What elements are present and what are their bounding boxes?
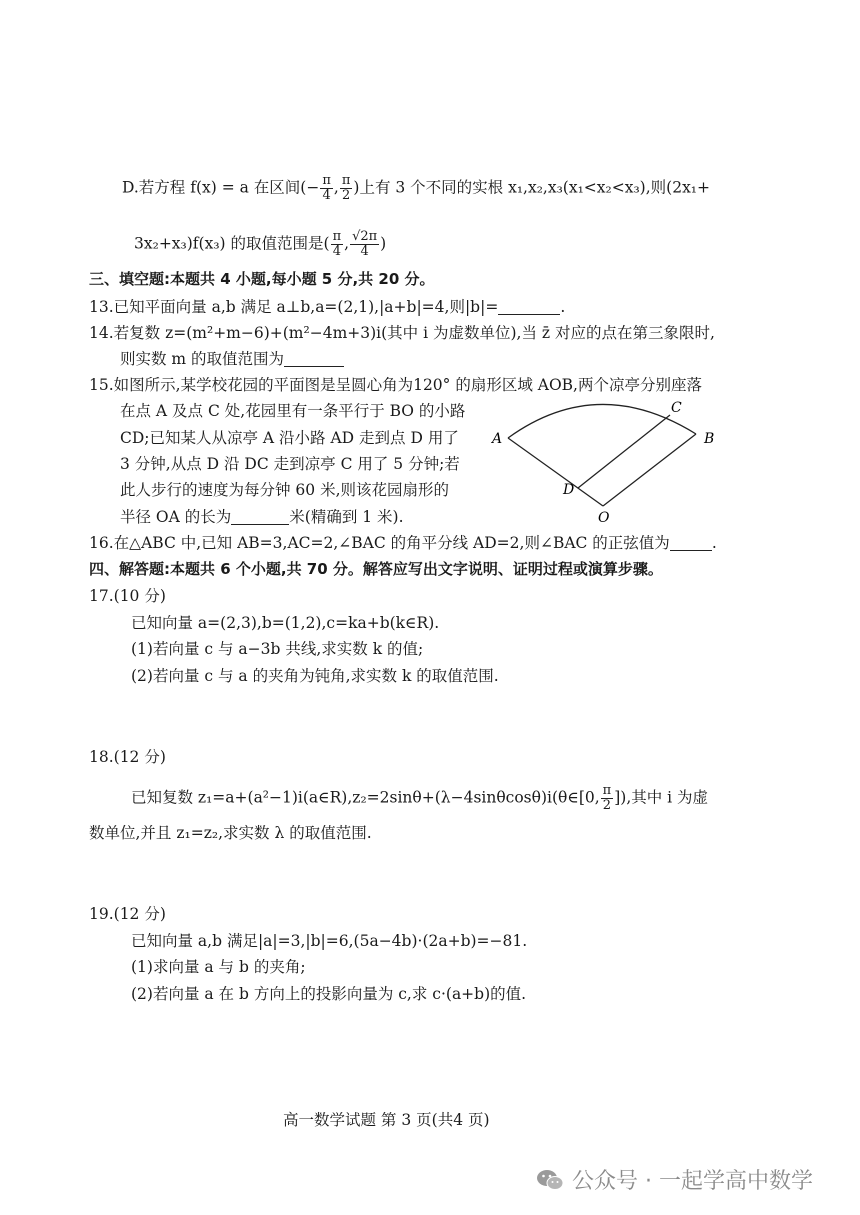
fraction: $\frac{\pi}{4}$ [322, 173, 331, 203]
question-18-line2: 数单位,并且 z₁=z₂,求实数 λ 的取值范围. [89, 824, 372, 842]
fraction: $\frac{\pi}{2}$ [341, 173, 351, 203]
question-13: 13.已知平面向量 a,b 满足 a⊥b,a=(2,1),|a+b|=4,则|b|= . [89, 298, 566, 316]
section-heading-fill-blank: 三、填空题:本题共 4 小题,每小题 5 分,共 20 分。 [89, 270, 435, 288]
question-16: 16.在△ABC 中,已知 AB=3,AC=2,∠BAC 的角平分线 AD=2,则∠BAC 的正弦值为 . [89, 534, 717, 552]
path-cd [578, 415, 670, 488]
answer-blank [670, 534, 712, 551]
question-15-line4: 3 分钟,从点 D 沿 DC 走到凉亭 C 用了 5 分钟;若 [120, 455, 460, 473]
question-17-stem: 已知向量 a=(2,3),b=(1,2),c=ka+b(k∈R). [131, 614, 440, 632]
question-17-part2: (2)若向量 c 与 a 的夹角为钝角,求实数 k 的取值范围. [131, 667, 499, 685]
question-15-line6: 半径 OA 的长为 米(精确到 1 米). [120, 508, 404, 526]
question-17-header: 17.(10 分) [89, 587, 166, 605]
question-17-part1: (1)若向量 c 与 a−3b 共线,求实数 k 的值; [131, 640, 424, 658]
question-19-part1: (1)求向量 a 与 b 的夹角; [131, 958, 306, 976]
page-footer: 高一数学试题 第 3 页(共4 页) [283, 1111, 490, 1129]
question-14-line1: 14.若复数 z=(m²+m−6)+(m²−4m+3)i(其中 i 为虚数单位),当 z̄ 对应的点在第三象限时, [89, 324, 715, 342]
section-heading-answers: 四、解答题:本题共 6 个小题,共 70 分。解答应写出文字说明、证明过程或演算步骤。 [89, 560, 663, 578]
question-15-line1: 15.如图所示,某学校花园的平面图是呈圆心角为120° 的扇形区域 AOB,两个凉亭分别座落 [89, 376, 702, 394]
question-14-line2: 则实数 m 的取值范围为 [120, 348, 344, 370]
question-19-header: 19.(12 分) [89, 905, 166, 923]
question-18-header: 18.(12 分) [89, 748, 166, 766]
question-19-part2: (2)若向量 a 在 b 方向上的投影向量为 c,求 c·(a+b)的值. [131, 985, 527, 1003]
question-15-line5: 此人步行的速度为每分钟 60 米,则该花园扇形的 [120, 481, 450, 499]
label-o: O [598, 510, 610, 526]
watermark: 公众号 · 一起学高中数学 [536, 1164, 813, 1195]
wechat-icon [536, 1168, 564, 1192]
sector-arc [508, 404, 696, 438]
label-a: A [492, 431, 503, 447]
fraction: $\frac{\pi}{4}$ [332, 229, 342, 259]
fraction: $\frac{√2\pi}{4}$ [352, 229, 378, 259]
radius-ob [603, 434, 696, 506]
option-d-line1: D.若方程 f(x) = a 在区间(− $\frac{\pi}{4}$ , $\frac{\pi}{2}$ )上有 3 个不同的实根 x₁,x₂,x₃(x₁<x₂<x₃),则(2x₁+ [122, 173, 711, 203]
answer-blank [498, 298, 560, 315]
label-c: C [671, 400, 682, 416]
label-d: D [563, 482, 575, 498]
question-18-line1: 已知复数 z₁=a+(a²−1)i(a∈R),z₂=2sinθ+(λ−4sinθcosθ)i(θ∈[0, $\frac{\pi}{2}$ ]),其中 i 为虚 [131, 783, 709, 813]
question-19-stem: 已知向量 a,b 满足|a|=3,|b|=6,(5a−4b)·(2a+b)=−81. [131, 932, 528, 950]
radius-oa [508, 438, 603, 506]
question-15-line3: CD;已知某人从凉亭 A 沿小路 AD 走到点 D 用了 [120, 429, 459, 447]
question-15-line2: 在点 A 及点 C 处,花园里有一条平行于 BO 的小路 [120, 402, 466, 420]
option-d-line2: 3x₂+x₃)f(x₃) 的取值范围是( $\frac{\pi}{4}$ , $\frac{√2\pi}{4}$ ) [134, 229, 387, 259]
fraction: $\frac{\pi}{2}$ [602, 783, 612, 813]
label-b: B [704, 431, 715, 447]
answer-blank [284, 350, 344, 367]
sector-figure [488, 398, 728, 528]
answer-blank [231, 508, 289, 525]
